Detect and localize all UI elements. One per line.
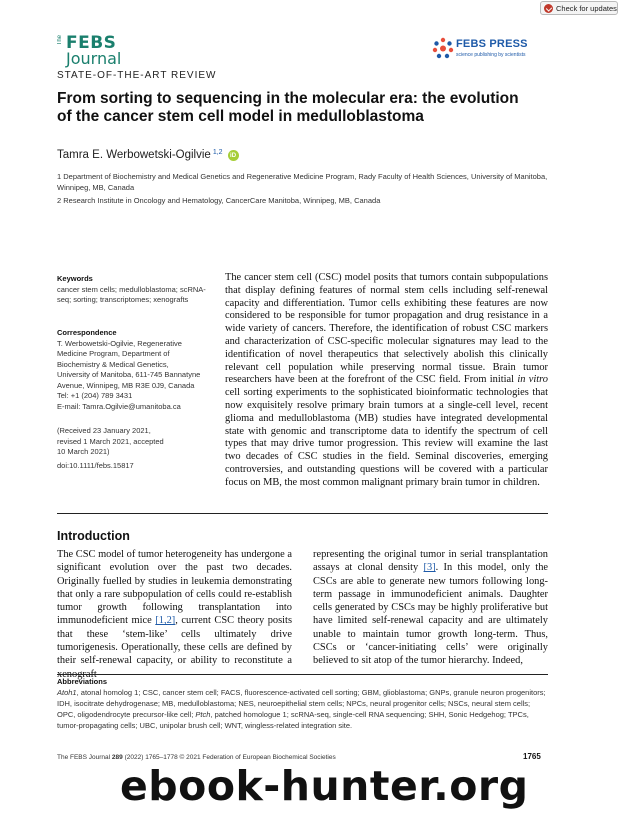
correspondence-block [57, 328, 207, 412]
febs-press-logo [432, 36, 544, 62]
keywords-text: cancer stem cells; medulloblastoma; scRNA-seq; sorting; transcriptomes; xenografts [57, 284, 206, 304]
author-line [57, 149, 239, 161]
section-label: STATE-OF-THE-ART REVIEW [57, 70, 217, 81]
intro-right-text: representing the original tumor in serial transplantation assays at clonal density [313, 549, 548, 574]
correspondence-line: Avenue, Winnipeg, MB R3E 0J9, Canada [57, 380, 195, 390]
abstract-italic: in vitro [517, 374, 548, 386]
page-number: 1765 [523, 752, 541, 761]
footer-journal: The FEBS Journal [57, 754, 111, 761]
author-affil-marks[interactable]: 1,2 [212, 149, 223, 156]
citation-link[interactable]: [1,2] [155, 615, 176, 627]
introduction-heading: Introduction [57, 529, 130, 543]
watermark: ebook-hunter.org [120, 762, 529, 810]
citation-link[interactable]: [3] [423, 562, 436, 574]
journal-logo-febs: FEBS [66, 33, 117, 53]
abbreviations-text [57, 687, 548, 731]
journal-logo-the: The [57, 35, 63, 46]
correspondence-line: T. Werbowetski-Ogilvie, Regenerative [57, 338, 182, 348]
author-name: Tamra E. Werbowetski-Ogilvie [57, 149, 211, 161]
divider [57, 513, 548, 514]
keywords-heading: Keywords [57, 274, 93, 283]
check-for-updates-button[interactable] [540, 1, 618, 15]
correspondence-line: Medicine Program, Department of [57, 349, 170, 358]
affiliation-2: 2 Research Institute in Oncology and Hematology, CancerCare Manitoba, Winnipeg, MB, Canada [57, 196, 381, 205]
footer-volume: 289 [111, 754, 123, 761]
abbr-term: Ptch [195, 710, 211, 719]
intro-right-column [313, 548, 548, 668]
intro-left-text: , current CSC theory posits that these ‘stem-like’ cells ultimately drive tumorigenesis. Operationally, these cells are defined by their self-renewal capacity, or ability to reconstitute a xenograft [57, 615, 292, 680]
correspondence-phone: Tel: +1 (204) 789 3431 [57, 391, 133, 400]
abbr-text: , atonal homolog 1; CSC, cancer stem cell; FACS, fluorescence-activated cell sorting; GBM, glioblastoma; GNPs, granule neuron progenitors; IDH, isocitrate dehydrogenase; MB, medulloblastoma; NES, neuroepithelial stem cells; NPCs, neural progenitor cells; NSCs, neural stem cells; OPC, oligodendrocyte precursor-like cell; [57, 688, 546, 719]
keywords-block [57, 274, 207, 306]
footer-rest: (2022) 1765–1778 © 2021 Federation of European Biochemical Societies [124, 754, 336, 761]
febs-press-mark-icon [432, 37, 454, 59]
affiliation-1: 1 Department of Biochemistry and Medical Genetics and Regenerative Medicine Program, Rady Faculty of Health Sciences, University of Manitoba, Winnipeg, MB, Canada [57, 172, 548, 192]
abstract [225, 272, 548, 490]
article-title: From sorting to sequencing in the molecular era: the evolution of the cancer stem cell model in medulloblastoma [57, 90, 519, 125]
orcid-icon[interactable]: iD [228, 150, 239, 161]
abbreviations-heading: Abbreviations [57, 677, 108, 686]
abbr-term: Atoh1 [57, 688, 77, 697]
correspondence-line: University of Manitoba, 611-745 Bannatyne [57, 370, 201, 379]
footer-citation [57, 754, 336, 761]
intro-right-text: . In this model, only the CSCs are able to generate new tumors following long-term passage in immunodeficient animals. Daughter cells generated by CSCs may be highly proliferative but have limited self-renewal capacity and are ultimately unable to maintain tumor growth long-term. Thus, CSCs or ‘cancer-initiating cells’ were originally believed to sit atop of the tumor hierarchy. Indeed, [313, 562, 548, 667]
correspondence-heading: Correspondence [57, 328, 117, 337]
intro-left-text: The CSC model of tumor heterogeneity has undergone a significant evolution over the past two decades. Originally fuelled by studies in leukemia demonstrating that only a rare subpopulation of cells could re-establish tumor growth following transplantation into immunodeficient mice [57, 549, 292, 627]
intro-left-column [57, 548, 292, 681]
journal-logo [57, 33, 125, 69]
febs-press-name: FEBS PRESS [456, 38, 528, 50]
doi-link[interactable]: doi:10.1111/febs.15817 [57, 461, 134, 470]
journal-logo-journal: Journal [66, 49, 122, 68]
febs-press-tagline: science publishing by scientists [456, 52, 526, 58]
divider [57, 674, 548, 675]
abstract-text-1: The cancer stem cell (CSC) model posits that tumors contain subpopulations that display defining features of normal stem cells including self-renewal capacity and differentiation. Tumor cells exhibiting these features are now considered to be responsible for tumor propagation and drug resistance in a wide variety of cancers. Therefore, the identification of robust CSC markers and characterization of CSC-specific molecular signatures may lead to the identification of novel therapeutics that selectively abolish this clinically relevant cell population while preserving normal tissue. Brain tumor researchers have been at the forefront of the CSC field. From initial [225, 272, 548, 386]
check-for-updates-label: Check for updates [556, 3, 617, 13]
received-dates: (Received 23 January 2021, revised 1 March 2021, accepted 10 March 2021) [57, 426, 164, 456]
correspondence-email[interactable]: E-mail: Tamra.Ogilvie@umanitoba.ca [57, 401, 181, 411]
check-badge-icon [544, 4, 553, 13]
abbr-text: , patched homologue 1; scRNA-seq, single-cell RNA sequencing; SHH, Sonic Hedgehog; TPCs, tumor-propagating cells; UBC, unipolar brush cell; WNT, wingless-related integration site. [57, 710, 529, 730]
abstract-text-2: cell sorting experiments to the sophisticated bioinformatic technologies that now exquisitely resolve primary brain tumors at a single-cell level, recent glioma and medulloblastoma (MB) studies have integrated developmental state with genomic and transcriptome data to identify the spectrum of cell types that may drive tumor progression. This review will examine the last two decades of CSC studies in the field. Seminal discoveries, emerging controversies, and outstanding questions will be covered with a particular focus on MB, the most common malignant primary brain tumor in children. [225, 387, 548, 488]
correspondence-line: Biochemistry & Medical Genetics, [57, 359, 169, 369]
